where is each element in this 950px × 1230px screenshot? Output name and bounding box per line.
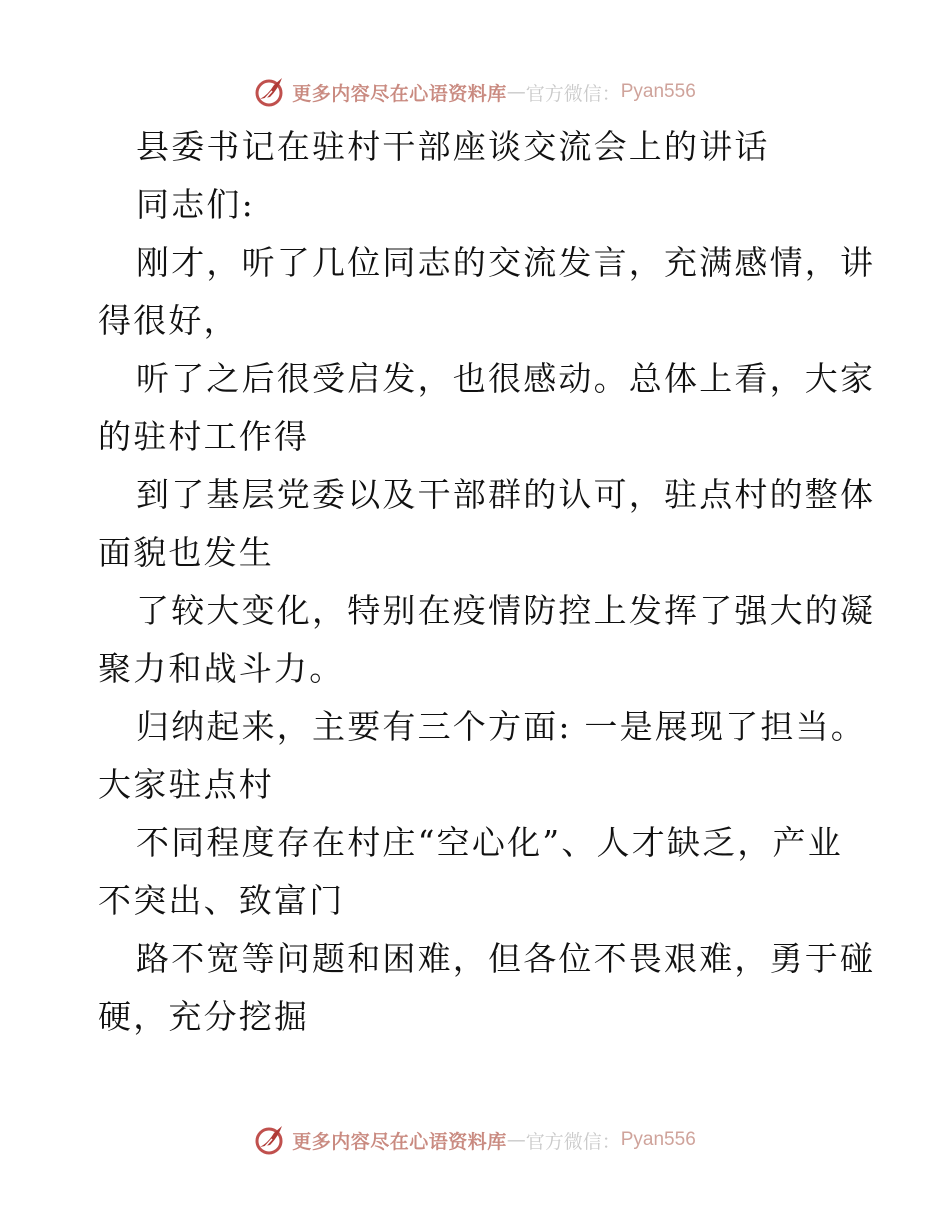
document-line: 面貌也发生 xyxy=(98,533,274,572)
document-line: 不突出、致富门 xyxy=(98,881,345,920)
document-line: 路不宽等问题和困难，但各位不畏艰难，勇于碰 xyxy=(136,939,876,978)
document-line: 听了之后很受启发，也很感动。总体上看，大家 xyxy=(136,359,876,398)
watermark-separator: — xyxy=(506,1129,526,1151)
header-watermark xyxy=(0,72,950,112)
watermark-wechat-id: Pyan556 xyxy=(620,1129,696,1150)
document-line: 刚才，听了几位同志的交流发言，充满感情，讲 xyxy=(136,243,876,282)
document-line: 的驻村工作得 xyxy=(98,417,310,456)
watermark-site-text: 更多内容尽在心语资料库 xyxy=(292,1130,507,1153)
document-line: 同志们: xyxy=(136,185,255,224)
document-line: 了较大变化，特别在疫情防控上发挥了强大的凝 xyxy=(136,591,876,630)
document-line: 到了基层党委以及干部群的认可，驻点村的整体 xyxy=(136,475,876,514)
document-line: 归纳起来，主要有三个方面: 一是展现了担当。 xyxy=(136,707,867,746)
watermark-separator: — xyxy=(506,81,526,103)
quill-logo-icon xyxy=(254,1123,288,1157)
watermark-wechat-label: 官方微信： xyxy=(525,1130,621,1153)
watermark-site-text: 更多内容尽在心语资料库 xyxy=(292,82,507,105)
watermark-wechat-id: Pyan556 xyxy=(620,81,696,102)
document-line: 不同程度存在村庄“空心化”、人才缺乏，产业 xyxy=(136,823,843,862)
document-line: 大家驻点村 xyxy=(98,765,274,804)
document-body xyxy=(98,118,876,1046)
footer-watermark xyxy=(0,1120,950,1160)
document-line: 硬，充分挖掘 xyxy=(98,997,310,1036)
document-title: 县委书记在驻村干部座谈交流会上的讲话 xyxy=(136,127,770,166)
document-line: 得很好， xyxy=(98,301,239,340)
watermark-wechat-label: 官方微信： xyxy=(525,82,621,105)
quill-logo-icon xyxy=(254,75,288,109)
document-line: 聚力和战斗力。 xyxy=(98,649,345,688)
